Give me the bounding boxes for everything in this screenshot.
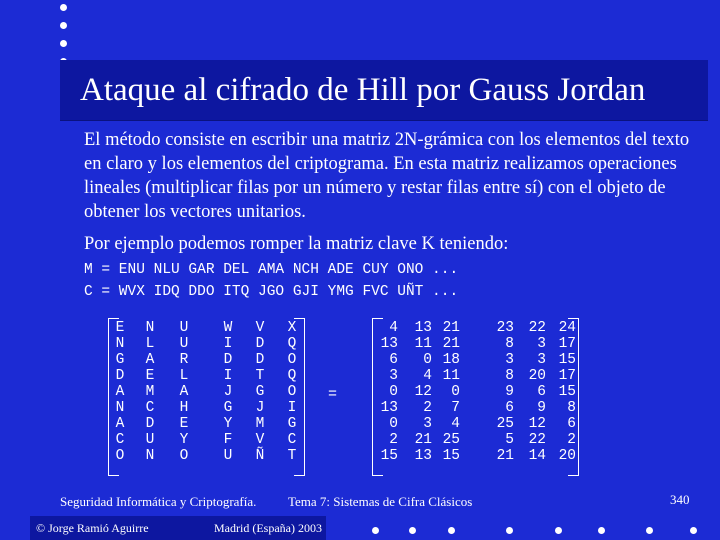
letter-matrix-column (252, 320, 268, 464)
letter-matrix-column (176, 320, 192, 464)
matrix-cell: 9 (505, 384, 514, 400)
matrix-cell: 3 (505, 352, 514, 368)
matrix-cell: 2 (389, 432, 398, 448)
matrix-cell: U (179, 320, 189, 336)
matrix-cell: O (115, 448, 125, 464)
bottom-bar (30, 516, 326, 540)
matrix-cell: Q (287, 368, 297, 384)
matrix-cell: N (145, 448, 155, 464)
matrix-cell: 12 (528, 416, 546, 432)
matrix-cell: 0 (451, 384, 460, 400)
matrix-cell: 17 (558, 336, 576, 352)
letter-matrix-column (220, 320, 236, 464)
number-matrix-column (434, 320, 460, 464)
number-matrix-column (550, 320, 576, 464)
matrix-cell: 12 (414, 384, 432, 400)
matrix-cell: 22 (528, 320, 546, 336)
matrix-cell: A (115, 416, 125, 432)
matrix-cell: W (223, 320, 233, 336)
matrix-cell: 3 (423, 416, 432, 432)
matrix-cell: 3 (537, 352, 546, 368)
dot-icon (506, 527, 513, 534)
matrix-cell: M (255, 416, 265, 432)
matrix-cell: 15 (442, 448, 460, 464)
matrix-cell: 0 (423, 352, 432, 368)
dot-icon (448, 527, 455, 534)
matrix-cell: N (145, 320, 155, 336)
dot-icon (409, 527, 416, 534)
matrix-cell: F (223, 432, 233, 448)
matrix-cell: 8 (505, 368, 514, 384)
matrix-cell: 6 (389, 352, 398, 368)
matrix-cell: I (223, 336, 233, 352)
matrix-cell: T (287, 448, 297, 464)
matrix-cell: Q (287, 336, 297, 352)
matrix-cell: 2 (423, 400, 432, 416)
matrix-cell: 3 (537, 336, 546, 352)
matrix-cell: 15 (380, 448, 398, 464)
matrix-cell: C (115, 432, 125, 448)
dot-icon (60, 22, 67, 29)
matrix-cell: 21 (442, 320, 460, 336)
footer-course: Seguridad Informática y Criptografía. (60, 494, 257, 509)
matrix-cell: A (179, 384, 189, 400)
matrix-cell: V (255, 432, 265, 448)
matrix-cell: 8 (505, 336, 514, 352)
matrix-cell: C (287, 432, 297, 448)
matrix-cell: U (145, 432, 155, 448)
matrix-cell: 4 (451, 416, 460, 432)
matrix-cell: 6 (567, 416, 576, 432)
matrix-cell: 9 (537, 400, 546, 416)
ciphertext-line: C = WVX IDQ DDO ITQ JGO GJI YMG FVC UÑT ... (84, 284, 459, 300)
matrix-cell: 25 (496, 416, 514, 432)
matrix-cell: 6 (537, 384, 546, 400)
matrix-cell: M (145, 384, 155, 400)
matrix-cell: J (223, 384, 233, 400)
matrix-cell: N (115, 336, 125, 352)
matrix-cell: O (287, 352, 297, 368)
matrix-cell: D (255, 336, 265, 352)
matrix-cell: Y (223, 416, 233, 432)
slide-title: Ataque al cifrado de Hill por Gauss Jordan (80, 72, 646, 108)
matrix-cell: 2 (567, 432, 576, 448)
dot-icon (555, 527, 562, 534)
matrix-cell: 13 (414, 448, 432, 464)
matrix-cell: 6 (505, 400, 514, 416)
matrix-cell: C (145, 400, 155, 416)
matrix-cell: 20 (528, 368, 546, 384)
matrix-cell: L (145, 336, 155, 352)
matrix-cell: X (287, 320, 297, 336)
dot-icon (598, 527, 605, 534)
matrix-cell: 8 (567, 400, 576, 416)
title-bar (60, 60, 708, 121)
matrix-cell: H (179, 400, 189, 416)
matrix-cell: U (179, 336, 189, 352)
matrix-cell: D (223, 352, 233, 368)
matrix-cell: 7 (451, 400, 460, 416)
matrix-cell: G (223, 400, 233, 416)
matrix-cell: 15 (558, 384, 576, 400)
matrix-cell: 24 (558, 320, 576, 336)
letter-matrix-column (284, 320, 300, 464)
matrix-cell: 17 (558, 368, 576, 384)
matrix-cell: 5 (505, 432, 514, 448)
number-matrix-column (372, 320, 398, 464)
dot-icon (60, 4, 67, 11)
matrix-cell: 13 (380, 400, 398, 416)
matrix-cell: 13 (414, 320, 432, 336)
equals-sign: = (328, 386, 338, 403)
matrix-cell: O (287, 384, 297, 400)
matrix-cell: 13 (380, 336, 398, 352)
matrix-cell: D (115, 368, 125, 384)
matrix-cell: G (287, 416, 297, 432)
matrix-cell: G (255, 384, 265, 400)
place-text: Madrid (España) 2003 (214, 521, 322, 535)
matrix-cell: 14 (528, 448, 546, 464)
matrix-cell: 3 (389, 368, 398, 384)
matrix-cell: 11 (442, 368, 460, 384)
matrix-cell: 25 (442, 432, 460, 448)
footer-topic: Tema 7: Sistemas de Cifra Clásicos (288, 494, 473, 509)
letter-matrix-column (112, 320, 128, 464)
matrix-cell: 0 (389, 416, 398, 432)
matrix-cell: I (287, 400, 297, 416)
matrix-cell: D (255, 352, 265, 368)
dot-icon (60, 40, 67, 47)
matrix-cell: E (179, 416, 189, 432)
matrix-cell: Y (179, 432, 189, 448)
matrix-cell: 4 (389, 320, 398, 336)
example-paragraph: Por ejemplo podemos romper la matriz clave K teniendo: (84, 234, 509, 254)
matrix-cell: A (115, 384, 125, 400)
matrix-cell: 15 (558, 352, 576, 368)
matrix-cell: 11 (414, 336, 432, 352)
matrix-cell: G (115, 352, 125, 368)
matrix-cell: V (255, 320, 265, 336)
copyright-text: © Jorge Ramió Aguirre (36, 521, 149, 535)
number-matrix-column (406, 320, 432, 464)
number-matrix-column (488, 320, 514, 464)
matrix-cell: 18 (442, 352, 460, 368)
matrix-cell: 22 (528, 432, 546, 448)
method-paragraph: El método consiste en escribir una matriz 2N-grámica con los elementos del texto en claro y los elementos del criptograma. En esta matriz realizamos operaciones lineales (multiplicar filas por un número y restar filas entre sí) con el objeto de obtener los vectores unitarios. (84, 130, 690, 222)
page-number: 340 (670, 492, 690, 507)
matrix-cell: J (255, 400, 265, 416)
dot-icon (646, 527, 653, 534)
letter-matrix-column (142, 320, 158, 464)
matrix-cell: Ñ (255, 448, 265, 464)
matrix-cell: O (179, 448, 189, 464)
matrix-cell: R (179, 352, 189, 368)
matrix-cell: 21 (496, 448, 514, 464)
matrix-cell: D (145, 416, 155, 432)
matrix-cell: 21 (414, 432, 432, 448)
matrix-cell: I (223, 368, 233, 384)
matrix-cell: L (179, 368, 189, 384)
matrix-cell: 0 (389, 384, 398, 400)
plaintext-line: M = ENU NLU GAR DEL AMA NCH ADE CUY ONO ... (84, 262, 459, 278)
matrix-cell: A (145, 352, 155, 368)
matrix-cell: N (115, 400, 125, 416)
dot-icon (372, 527, 379, 534)
matrix-cell: T (255, 368, 265, 384)
dot-icon (690, 527, 697, 534)
matrix-cell: U (223, 448, 233, 464)
number-matrix-column (520, 320, 546, 464)
matrix-cell: E (145, 368, 155, 384)
matrix-cell: 21 (442, 336, 460, 352)
matrix-cell: E (115, 320, 125, 336)
matrix-cell: 23 (496, 320, 514, 336)
matrix-cell: 20 (558, 448, 576, 464)
matrix-cell: 4 (423, 368, 432, 384)
